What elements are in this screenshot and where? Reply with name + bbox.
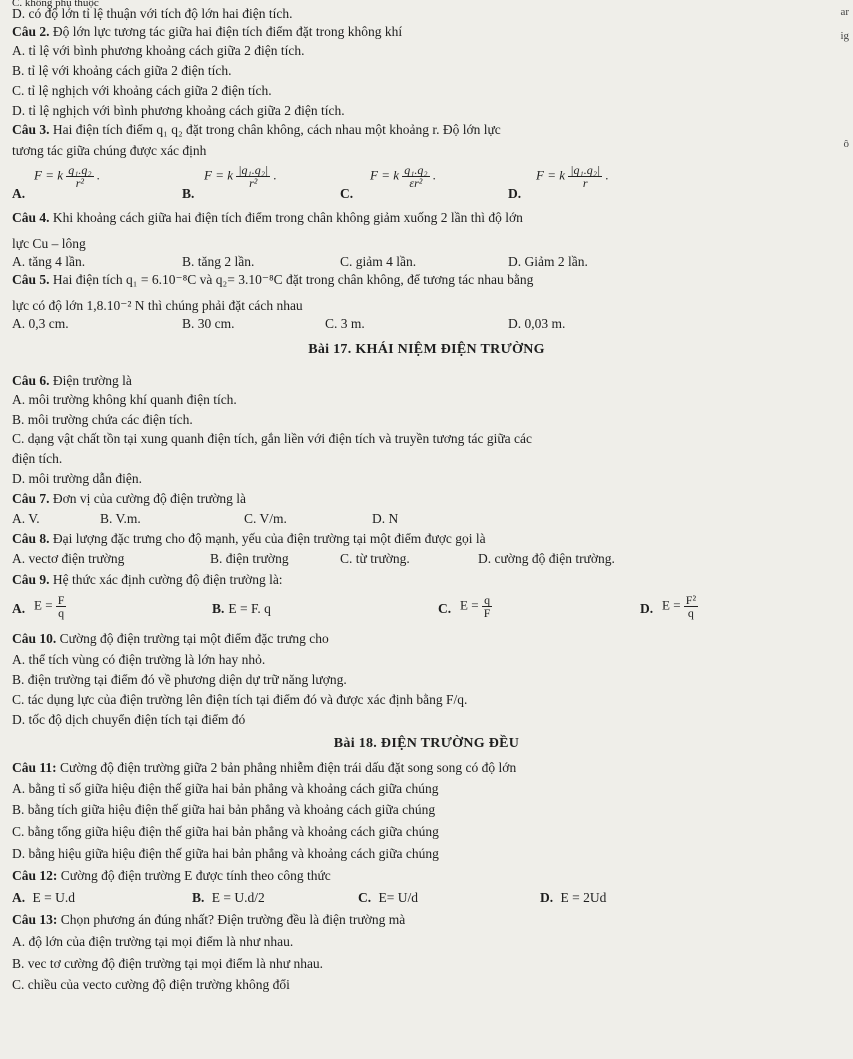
- option-letter: D.: [508, 186, 522, 201]
- question-number: Câu 12:: [12, 868, 58, 883]
- formula-prefix: E =: [460, 597, 479, 613]
- formula-prefix: F = k: [34, 167, 63, 183]
- question-12: [12, 868, 813, 884]
- question-4: [12, 210, 813, 226]
- formula-prefix: F = k: [536, 167, 565, 183]
- option-line: C. bằng tổng giữa hiệu điện thế giữa hai bản phẳng và khoảng cách giữa chúng: [12, 824, 439, 839]
- option-line: C. tỉ lệ nghịch với khoảng cách giữa 2 điện tích.: [12, 83, 272, 98]
- text-line: D. có độ lớn tỉ lệ thuận với tích độ lớn hai điện tích.: [12, 6, 293, 21]
- option-line: D. môi trường dẫn điện.: [12, 471, 142, 486]
- option-line: C. tác dụng lực của điện trường lên điện tích tại điểm đó và được xác định bằng F/q.: [12, 692, 468, 707]
- numerator: q₁.q₂: [404, 163, 428, 177]
- question-6: [12, 373, 813, 389]
- question-number: Câu 5.: [12, 272, 50, 287]
- question-text: Khi khoảng cách giữa hai điện tích điểm trong chân không giảm xuống 2 lần thì độ lớn: [49, 210, 523, 225]
- question-text: Cường độ điện trường tại một điểm đặc trưng cho: [56, 631, 329, 646]
- numerator: |q₁.q₂|: [570, 163, 601, 177]
- option-line: D. tỉ lệ nghịch với bình phương khoảng cách giữa 2 điện tích.: [12, 103, 345, 118]
- text-line: điện tích.: [12, 451, 63, 466]
- option-line: A. độ lớn của điện trường tại mọi điểm là như nhau.: [12, 934, 294, 949]
- numerator: F²: [685, 593, 697, 607]
- question-number: Câu 10.: [12, 631, 57, 646]
- question-number: Câu 2.: [12, 24, 50, 39]
- question-number: Câu 7.: [12, 491, 50, 506]
- option-line: B. điện trường tại điểm đó về phương diện dự trữ năng lượng.: [12, 672, 347, 687]
- option-a: A. 0,3 cm.: [12, 316, 69, 331]
- question-text: Chọn phương án đúng nhất? Điện trường đều là điện trường mà: [57, 912, 406, 927]
- question-number: Câu 11:: [12, 760, 57, 775]
- option-d: D. Giảm 2 lần.: [508, 254, 588, 269]
- option-a: [12, 890, 75, 906]
- question-8: [12, 531, 813, 547]
- question-number: Câu 3.: [12, 122, 50, 137]
- edge-fragment: ar: [840, 6, 849, 18]
- question-11: [12, 760, 813, 776]
- formula: [460, 594, 492, 619]
- formula-prefix: E =: [662, 597, 681, 613]
- option-b: B. V.m.: [100, 511, 141, 526]
- option-c: [358, 890, 418, 906]
- text-line: tương tác giữa chúng được xác định: [12, 143, 207, 158]
- formula: E= U/d: [378, 890, 418, 905]
- option-d: D. N: [372, 511, 399, 526]
- formula-prefix: F = k: [370, 167, 399, 183]
- section-title: Bài 17. KHÁI NIỆM ĐIỆN TRƯỜNG: [308, 342, 545, 357]
- fraction: [402, 164, 429, 189]
- formula-prefix: E =: [34, 597, 53, 613]
- edge-fragment: ô: [843, 138, 849, 150]
- numerator: |q₁.q₂|: [238, 163, 269, 177]
- option-line: B. vec tơ cường độ điện trường tại mọi điểm là như nhau.: [12, 956, 324, 971]
- question-text: Đơn vị của cường độ điện trường là: [49, 491, 247, 506]
- option-b: [212, 601, 271, 617]
- option-letter: B.: [192, 890, 205, 905]
- fraction: [568, 164, 602, 189]
- formula: F = k $\frac{\text{q₁.q₂}}{\text{εr²}}$ .: [370, 163, 437, 190]
- option-letter: A.: [12, 601, 26, 616]
- option-c: C. giảm 4 lần.: [340, 254, 417, 269]
- numerator: q₁.q₂: [68, 163, 92, 177]
- question-2: [12, 24, 813, 40]
- formula: F = k $\frac{\text{q₁.q₂}}{\text{r²}}$ .: [34, 163, 101, 190]
- question-3: [12, 122, 813, 138]
- option-line: A. tỉ lệ với bình phương khoảng cách giữa 2 điện tích.: [12, 43, 305, 58]
- question-5: [12, 272, 813, 288]
- fraction: [56, 594, 67, 619]
- denominator: r: [582, 176, 588, 190]
- question-text: Đại lượng đặc trưng cho độ mạnh, yếu của điện trường tại một điểm được gọi là: [49, 531, 486, 546]
- question-13: [12, 912, 813, 928]
- denominator: r²: [249, 176, 258, 190]
- question-number: Câu 8.: [12, 531, 50, 546]
- option-letter: A.: [12, 186, 26, 201]
- question-text: Hai điện tích q₁ = 6.10⁻⁸C và q₂= 3.10⁻⁸C đặt trong chân không, để tương tác nhau bằng: [49, 272, 534, 287]
- option-letter: B.: [212, 601, 225, 616]
- text-line: lực Cu – lông: [12, 236, 86, 251]
- formula: [662, 594, 698, 619]
- question-text: Hai điện tích điểm q₁ q₂ đặt trong chân không, cách nhau một khoảng r. Độ lớn lực: [49, 122, 501, 137]
- option-d: D. 0,03 m.: [508, 316, 566, 331]
- denominator: q: [687, 606, 694, 620]
- question-text: Độ lớn lực tương tác giữa hai điện tích điểm đặt trong không khí: [49, 24, 403, 39]
- question-7: [12, 491, 813, 507]
- option-d: D. cường độ điện trường.: [478, 551, 615, 566]
- formula: E = 2Ud: [560, 890, 607, 905]
- option-line: D. tốc độ dịch chuyển điện tích tại điểm đó: [12, 712, 246, 727]
- option-line: A. thể tích vùng có điện trường là lớn hay nhỏ.: [12, 652, 266, 667]
- option-line: A. môi trường không khí quanh điện tích.: [12, 392, 237, 407]
- option-b: B. điện trường: [210, 551, 289, 566]
- fraction: [482, 594, 493, 619]
- option-c: C. 3 m.: [325, 316, 365, 331]
- formula: [34, 594, 66, 619]
- formula: E = U.d: [32, 890, 75, 905]
- text-line: lực có độ lớn 1,8.10⁻² N thì chúng phải đặt cách nhau: [12, 298, 303, 313]
- question-9: [12, 572, 813, 588]
- fraction: [684, 594, 698, 619]
- option-b: [192, 890, 265, 906]
- option-line: A. bằng tỉ số giữa hiệu điện thế giữa hai bản phẳng và khoảng cách giữa chúng: [12, 781, 439, 796]
- numerator: F: [57, 593, 65, 607]
- option-letter: C.: [438, 601, 452, 616]
- question-10: [12, 631, 813, 647]
- option-b: B. 30 cm.: [182, 316, 235, 331]
- denominator: εr²: [409, 176, 423, 190]
- edge-fragment: ig: [840, 30, 849, 42]
- question-text: Hệ thức xác định cường độ điện trường là:: [49, 572, 283, 587]
- denominator: q: [58, 606, 65, 620]
- fraction: [66, 164, 93, 189]
- option-letter: C.: [340, 186, 354, 201]
- option-a: A. vectơ điện trường: [12, 551, 125, 566]
- option-line: B. tỉ lệ với khoảng cách giữa 2 điện tích.: [12, 63, 232, 78]
- text-line: C. không phụ thuộc: [12, 0, 99, 9]
- option-a: A. tăng 4 lần.: [12, 254, 86, 269]
- question-number: Câu 6.: [12, 373, 50, 388]
- option-letter: A.: [12, 890, 26, 905]
- option-c: C. V/m.: [244, 511, 287, 526]
- denominator: F: [483, 606, 491, 620]
- option-letter: D.: [540, 890, 554, 905]
- section-title: Bài 18. ĐIỆN TRƯỜNG ĐỀU: [333, 736, 520, 751]
- option-letter: B.: [182, 186, 195, 201]
- option-line: B. bằng tích giữa hiệu điện thế giữa hai bản phẳng và khoảng cách giữa chúng: [12, 802, 436, 817]
- formula: F = k $\frac{\text{|q₁.q₂|}}{r}$ .: [536, 163, 609, 190]
- formula: E = U.d/2: [211, 890, 265, 905]
- option-line: C. chiều của vecto cường độ điện trường không đổi: [12, 977, 290, 992]
- denominator: r²: [75, 176, 85, 190]
- option-b: B. tăng 2 lần.: [182, 254, 255, 269]
- option-line: C. dạng vật chất tồn tại xung quanh điện tích, gắn liền với điện tích và truyền tương tác giữa các: [12, 431, 533, 446]
- formula-prefix: F = k: [204, 167, 233, 183]
- question-number: Câu 4.: [12, 210, 50, 225]
- question-number: Câu 9.: [12, 572, 50, 587]
- option-a: A. V.: [12, 511, 40, 526]
- option-line: B. môi trường chứa các điện tích.: [12, 412, 193, 427]
- option-line: D. bằng hiệu giữa hiệu điện thế giữa hai bản phẳng và khoảng cách giữa chúng: [12, 846, 439, 861]
- formula: F = k $\frac{\text{|q₁.q₂|}}{\text{r²}}$ .: [204, 163, 277, 190]
- formula: E = F. q: [228, 601, 271, 616]
- numerator: q: [484, 593, 491, 607]
- fraction: [236, 164, 270, 189]
- question-text: Cường độ điện trường giữa 2 bản phẳng nhiễm điện trái dấu đặt song song có độ lớn: [56, 760, 517, 775]
- question-text: Điện trường là: [49, 373, 132, 388]
- option-letter: C.: [358, 890, 372, 905]
- option-d: [540, 890, 606, 906]
- option-letter: D.: [640, 601, 654, 616]
- option-c: C. từ trường.: [340, 551, 410, 566]
- question-number: Câu 13:: [12, 912, 58, 927]
- question-text: Cường độ điện trường E được tính theo công thức: [57, 868, 331, 883]
